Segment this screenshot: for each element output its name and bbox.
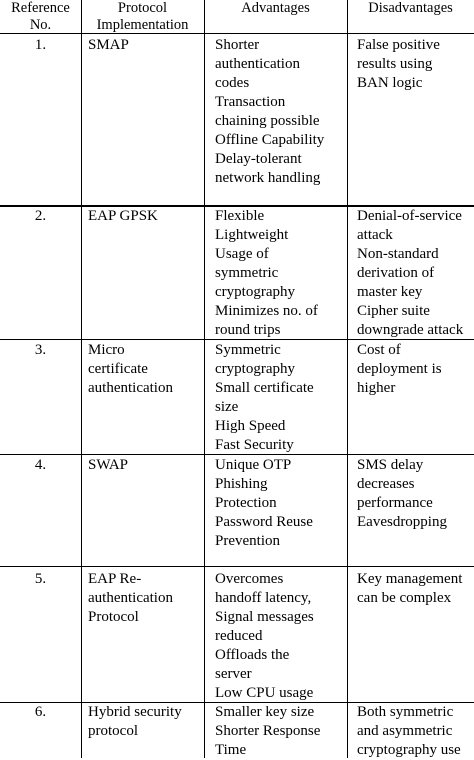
row-1-advantages: Shorter authentication codes Transaction chaining possible Offline Capability Delay-tolerant network handling [215,37,325,186]
header-disadvantages: Disadvantages [368,0,453,16]
row-4-protocol: SWAP [88,457,129,473]
row-2-reference: 2. [34,208,47,224]
row-6-reference: 6. [34,704,47,720]
row-1-reference: 1. [34,37,47,53]
row-3-reference: 3. [34,342,47,358]
row-3-advantages: Symmetric cryptography Small certificate size High Speed Fast Security [215,342,314,453]
row-3-disadvantages: Cost of deployment is higher [357,342,442,396]
row-divider [0,566,474,567]
header-reference-no: Reference No. [11,0,70,33]
row-4-advantages: Unique OTP Phishing Protection Password Reuse Prevention [215,457,313,549]
row-1-disadvantages: False positive results using BAN logic [357,37,440,91]
column-divider [347,0,348,758]
row-3-protocol: Micro certificate authentication [88,342,173,396]
row-4-disadvantages: SMS delay decreases performance Eavesdropping [357,457,447,530]
row-5-advantages: Overcomes handoff latency, Signal messages reduced Offloads the server Low CPU usage [215,571,314,701]
row-1-protocol: SMAP [88,37,129,53]
row-2-protocol: EAP GPSK [88,208,158,224]
row-6-protocol: Hybrid security protocol [88,704,182,739]
column-divider [81,0,82,758]
header-advantages: Advantages [241,0,310,16]
row-4-reference: 4. [34,457,47,473]
row-2-advantages: Flexible Lightweight Usage of symmetric cryptography Minimizes no. of round trips [215,208,318,338]
row-2-disadvantages: Denial-of-service attack Non-standard derivation of master key Cipher suite downgrade attack [357,208,464,338]
row-5-reference: 5. [34,571,47,587]
row-5-disadvantages: Key management can be complex [357,571,463,606]
column-divider [204,0,205,758]
row-6-disadvantages: Both symmetric and asymmetric cryptography use [357,704,461,758]
row-6-advantages: Smaller key size Shorter Response Time [215,704,321,758]
header-protocol-implementation: Protocol Implementation [96,0,189,33]
row-5-protocol: EAP Re- authentication Protocol [88,571,173,625]
